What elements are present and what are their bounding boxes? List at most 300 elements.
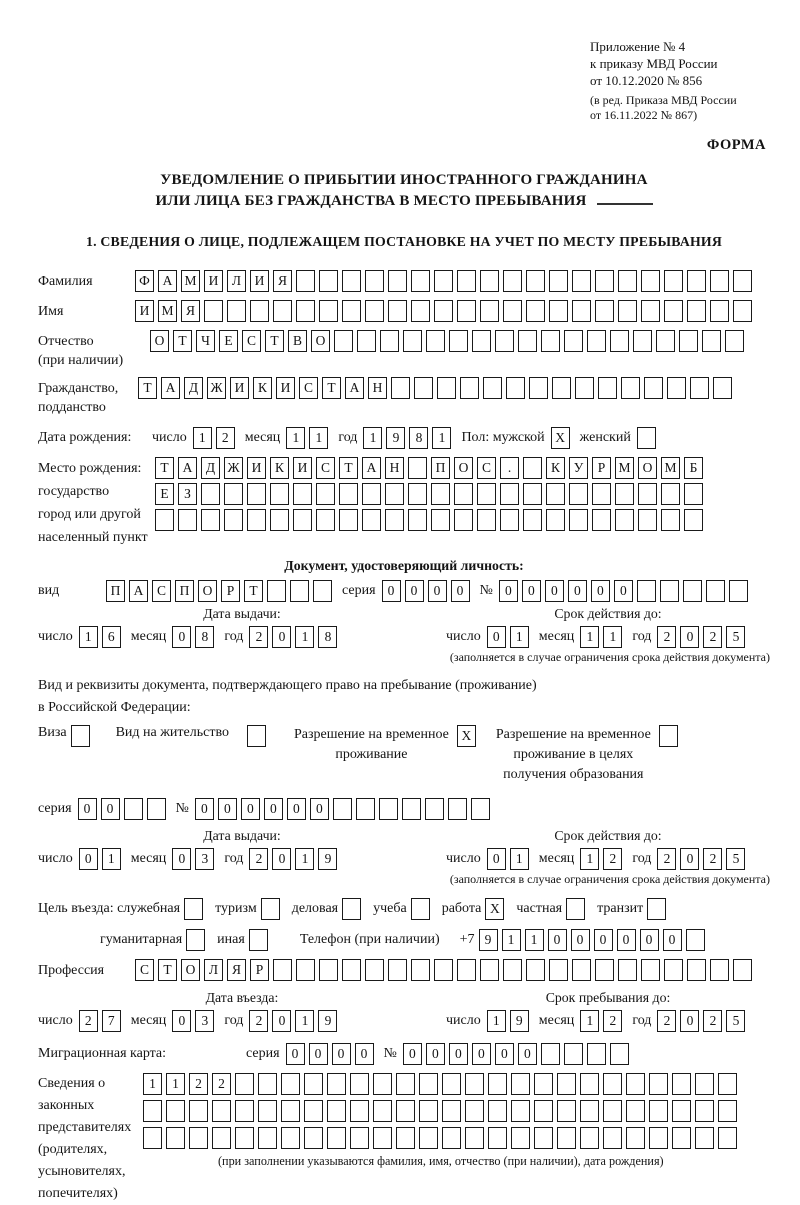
char-cell[interactable] [290, 580, 309, 602]
char-cell[interactable] [414, 377, 433, 399]
char-cell[interactable]: Т [322, 377, 341, 399]
char-cell[interactable] [212, 1127, 231, 1149]
char-cell[interactable]: 0 [680, 626, 699, 648]
permit-issue-month-boxes[interactable] [172, 848, 218, 870]
char-cell[interactable]: А [362, 457, 381, 479]
char-cell[interactable] [426, 330, 445, 352]
char-cell[interactable] [419, 1073, 438, 1095]
char-cell[interactable] [687, 270, 706, 292]
char-cell[interactable] [729, 580, 748, 602]
char-cell[interactable] [557, 1073, 576, 1095]
char-cell[interactable]: 9 [386, 427, 405, 449]
char-cell[interactable] [457, 300, 476, 322]
permit-valid-day-boxes[interactable] [487, 848, 533, 870]
char-cell[interactable] [713, 377, 732, 399]
char-cell[interactable]: 1 [510, 848, 529, 870]
char-cell[interactable]: П [431, 457, 450, 479]
char-cell[interactable] [566, 898, 585, 920]
birthplace-row1-boxes[interactable] [155, 457, 707, 479]
char-cell[interactable] [273, 959, 292, 981]
char-cell[interactable] [342, 898, 361, 920]
char-cell[interactable] [425, 798, 444, 820]
char-cell[interactable] [385, 509, 404, 531]
char-cell[interactable] [465, 1100, 484, 1122]
char-cell[interactable]: 0 [355, 1043, 374, 1065]
char-cell[interactable]: Л [204, 959, 223, 981]
char-cell[interactable]: И [250, 270, 269, 292]
char-cell[interactable] [304, 1073, 323, 1095]
char-cell[interactable] [483, 377, 502, 399]
char-cell[interactable]: Е [155, 483, 174, 505]
char-cell[interactable]: 9 [479, 929, 498, 951]
char-cell[interactable] [147, 798, 166, 820]
char-cell[interactable] [733, 959, 752, 981]
char-cell[interactable]: 1 [363, 427, 382, 449]
char-cell[interactable] [580, 1073, 599, 1095]
char-cell[interactable] [477, 483, 496, 505]
char-cell[interactable] [529, 377, 548, 399]
birth-year-boxes[interactable] [363, 427, 455, 449]
char-cell[interactable] [385, 483, 404, 505]
char-cell[interactable]: 1 [193, 427, 212, 449]
char-cell[interactable] [408, 483, 427, 505]
char-cell[interactable] [379, 798, 398, 820]
char-cell[interactable]: 0 [172, 1010, 191, 1032]
profession-boxes[interactable] [135, 959, 756, 981]
char-cell[interactable] [598, 377, 617, 399]
char-cell[interactable] [281, 1127, 300, 1149]
char-cell[interactable] [465, 1127, 484, 1149]
char-cell[interactable]: А [161, 377, 180, 399]
char-cell[interactable]: 0 [287, 798, 306, 820]
char-cell[interactable] [603, 1100, 622, 1122]
char-cell[interactable] [267, 580, 286, 602]
char-cell[interactable] [656, 330, 675, 352]
char-cell[interactable] [365, 270, 384, 292]
char-cell[interactable] [595, 959, 614, 981]
char-cell[interactable] [638, 509, 657, 531]
char-cell[interactable]: 0 [286, 1043, 305, 1065]
char-cell[interactable]: Ф [135, 270, 154, 292]
char-cell[interactable] [431, 509, 450, 531]
char-cell[interactable] [572, 300, 591, 322]
char-cell[interactable] [733, 300, 752, 322]
char-cell[interactable]: 2 [249, 1010, 268, 1032]
stay-year-boxes[interactable] [657, 1010, 749, 1032]
char-cell[interactable]: И [230, 377, 249, 399]
doc-issue-month-boxes[interactable] [172, 626, 218, 648]
char-cell[interactable] [339, 483, 358, 505]
char-cell[interactable]: 0 [272, 626, 291, 648]
char-cell[interactable] [664, 300, 683, 322]
char-cell[interactable]: 3 [195, 848, 214, 870]
char-cell[interactable]: 1 [432, 427, 451, 449]
char-cell[interactable]: 1 [487, 1010, 506, 1032]
char-cell[interactable] [434, 959, 453, 981]
char-cell[interactable] [442, 1127, 461, 1149]
char-cell[interactable] [587, 1043, 606, 1065]
char-cell[interactable] [564, 330, 583, 352]
char-cell[interactable] [411, 300, 430, 322]
char-cell[interactable]: 5 [726, 1010, 745, 1032]
char-cell[interactable]: И [247, 457, 266, 479]
char-cell[interactable]: 0 [518, 1043, 537, 1065]
char-cell[interactable] [480, 270, 499, 292]
stay-month-boxes[interactable] [580, 1010, 626, 1032]
char-cell[interactable] [270, 483, 289, 505]
char-cell[interactable] [316, 509, 335, 531]
char-cell[interactable]: Т [173, 330, 192, 352]
char-cell[interactable]: 1 [525, 929, 544, 951]
char-cell[interactable] [618, 270, 637, 292]
firstname-boxes[interactable] [135, 300, 756, 322]
char-cell[interactable] [212, 1100, 231, 1122]
char-cell[interactable]: З [178, 483, 197, 505]
char-cell[interactable]: 1 [166, 1073, 185, 1095]
char-cell[interactable]: 0 [591, 580, 610, 602]
char-cell[interactable]: 0 [568, 580, 587, 602]
char-cell[interactable]: 0 [172, 848, 191, 870]
char-cell[interactable] [350, 1100, 369, 1122]
char-cell[interactable] [472, 330, 491, 352]
char-cell[interactable]: 0 [310, 798, 329, 820]
char-cell[interactable] [313, 580, 332, 602]
char-cell[interactable] [442, 1100, 461, 1122]
char-cell[interactable] [546, 483, 565, 505]
char-cell[interactable] [684, 509, 703, 531]
char-cell[interactable] [603, 1073, 622, 1095]
char-cell[interactable] [672, 1073, 691, 1095]
char-cell[interactable] [683, 580, 702, 602]
char-cell[interactable]: Т [265, 330, 284, 352]
char-cell[interactable] [695, 1127, 714, 1149]
char-cell[interactable] [615, 483, 634, 505]
char-cell[interactable] [339, 509, 358, 531]
char-cell[interactable] [710, 300, 729, 322]
char-cell[interactable] [391, 377, 410, 399]
char-cell[interactable] [411, 898, 430, 920]
char-cell[interactable] [679, 330, 698, 352]
char-cell[interactable] [373, 1073, 392, 1095]
char-cell[interactable]: 1 [102, 848, 121, 870]
char-cell[interactable]: 0 [680, 848, 699, 870]
char-cell[interactable]: Е [219, 330, 238, 352]
char-cell[interactable]: 0 [426, 1043, 445, 1065]
char-cell[interactable]: П [106, 580, 125, 602]
char-cell[interactable]: 1 [309, 427, 328, 449]
char-cell[interactable]: С [316, 457, 335, 479]
char-cell[interactable]: 0 [451, 580, 470, 602]
char-cell[interactable] [457, 270, 476, 292]
char-cell[interactable]: 2 [79, 1010, 98, 1032]
char-cell[interactable] [687, 300, 706, 322]
permit-no-boxes[interactable] [195, 798, 494, 820]
char-cell[interactable] [296, 959, 315, 981]
char-cell[interactable] [235, 1127, 254, 1149]
char-cell[interactable]: А [129, 580, 148, 602]
char-cell[interactable] [448, 798, 467, 820]
char-cell[interactable]: Т [158, 959, 177, 981]
char-cell[interactable]: 0 [614, 580, 633, 602]
birth-day-boxes[interactable] [193, 427, 239, 449]
char-cell[interactable] [687, 959, 706, 981]
char-cell[interactable]: 0 [218, 798, 237, 820]
purpose-private-checkbox[interactable] [566, 898, 589, 920]
char-cell[interactable] [189, 1127, 208, 1149]
char-cell[interactable] [580, 1100, 599, 1122]
char-cell[interactable] [178, 509, 197, 531]
char-cell[interactable] [408, 457, 427, 479]
char-cell[interactable] [224, 483, 243, 505]
char-cell[interactable] [557, 1100, 576, 1122]
sex-male-checkbox[interactable] [551, 427, 574, 449]
char-cell[interactable]: 0 [309, 1043, 328, 1065]
char-cell[interactable]: 0 [663, 929, 682, 951]
char-cell[interactable]: 0 [449, 1043, 468, 1065]
stay-day-boxes[interactable] [487, 1010, 533, 1032]
purpose-study-checkbox[interactable] [411, 898, 434, 920]
char-cell[interactable] [637, 427, 656, 449]
char-cell[interactable] [500, 483, 519, 505]
char-cell[interactable]: 0 [272, 848, 291, 870]
char-cell[interactable] [626, 1100, 645, 1122]
char-cell[interactable] [626, 1127, 645, 1149]
char-cell[interactable] [454, 483, 473, 505]
char-cell[interactable] [442, 1073, 461, 1095]
char-cell[interactable] [143, 1100, 162, 1122]
char-cell[interactable]: 2 [212, 1073, 231, 1095]
doc-valid-day-boxes[interactable] [487, 626, 533, 648]
char-cell[interactable] [247, 725, 266, 747]
char-cell[interactable]: Д [201, 457, 220, 479]
char-cell[interactable] [610, 330, 629, 352]
legal-row3-boxes[interactable] [143, 1127, 741, 1149]
char-cell[interactable] [672, 1100, 691, 1122]
char-cell[interactable] [408, 509, 427, 531]
entry-year-boxes[interactable] [249, 1010, 341, 1032]
permit-valid-year-boxes[interactable] [657, 848, 749, 870]
char-cell[interactable]: 0 [79, 848, 98, 870]
char-cell[interactable]: И [276, 377, 295, 399]
mig-seriya-boxes[interactable] [286, 1043, 378, 1065]
char-cell[interactable] [718, 1100, 737, 1122]
char-cell[interactable] [434, 270, 453, 292]
char-cell[interactable] [546, 509, 565, 531]
char-cell[interactable] [503, 300, 522, 322]
char-cell[interactable] [296, 300, 315, 322]
entry-month-boxes[interactable] [172, 1010, 218, 1032]
char-cell[interactable] [388, 300, 407, 322]
char-cell[interactable]: 7 [102, 1010, 121, 1032]
char-cell[interactable] [549, 959, 568, 981]
char-cell[interactable] [534, 1127, 553, 1149]
char-cell[interactable]: К [270, 457, 289, 479]
char-cell[interactable]: 0 [172, 626, 191, 648]
char-cell[interactable] [649, 1100, 668, 1122]
char-cell[interactable]: 1 [143, 1073, 162, 1095]
char-cell[interactable] [477, 509, 496, 531]
char-cell[interactable]: Д [184, 377, 203, 399]
char-cell[interactable]: Р [221, 580, 240, 602]
char-cell[interactable]: 3 [195, 1010, 214, 1032]
char-cell[interactable] [465, 1073, 484, 1095]
char-cell[interactable]: X [551, 427, 570, 449]
char-cell[interactable] [718, 1073, 737, 1095]
purpose-transit-checkbox[interactable] [647, 898, 670, 920]
char-cell[interactable]: 0 [495, 1043, 514, 1065]
permit-valid-month-boxes[interactable] [580, 848, 626, 870]
char-cell[interactable]: К [546, 457, 565, 479]
char-cell[interactable] [396, 1073, 415, 1095]
char-cell[interactable] [281, 1073, 300, 1095]
char-cell[interactable] [327, 1127, 346, 1149]
char-cell[interactable]: 1 [580, 626, 599, 648]
purpose-human-checkbox[interactable] [186, 929, 209, 951]
char-cell[interactable] [327, 1073, 346, 1095]
char-cell[interactable] [706, 580, 725, 602]
char-cell[interactable] [434, 300, 453, 322]
char-cell[interactable]: 0 [487, 626, 506, 648]
char-cell[interactable] [316, 483, 335, 505]
char-cell[interactable] [661, 483, 680, 505]
char-cell[interactable]: 0 [548, 929, 567, 951]
doc-seriya-boxes[interactable] [382, 580, 474, 602]
char-cell[interactable]: П [175, 580, 194, 602]
char-cell[interactable]: 2 [249, 626, 268, 648]
char-cell[interactable] [350, 1073, 369, 1095]
char-cell[interactable]: 0 [332, 1043, 351, 1065]
char-cell[interactable]: 9 [318, 848, 337, 870]
char-cell[interactable] [710, 959, 729, 981]
char-cell[interactable] [710, 270, 729, 292]
char-cell[interactable] [258, 1100, 277, 1122]
doc-type-boxes[interactable] [106, 580, 336, 602]
char-cell[interactable] [672, 1127, 691, 1149]
char-cell[interactable]: 0 [403, 1043, 422, 1065]
char-cell[interactable]: 0 [571, 929, 590, 951]
char-cell[interactable]: О [150, 330, 169, 352]
char-cell[interactable] [526, 959, 545, 981]
char-cell[interactable] [261, 898, 280, 920]
char-cell[interactable]: 1 [502, 929, 521, 951]
char-cell[interactable]: 1 [79, 626, 98, 648]
char-cell[interactable] [362, 483, 381, 505]
char-cell[interactable] [342, 300, 361, 322]
patronymic-boxes[interactable] [150, 330, 748, 352]
char-cell[interactable] [664, 270, 683, 292]
char-cell[interactable] [626, 1073, 645, 1095]
char-cell[interactable]: 0 [78, 798, 97, 820]
char-cell[interactable] [419, 1127, 438, 1149]
char-cell[interactable] [449, 330, 468, 352]
char-cell[interactable]: 0 [522, 580, 541, 602]
char-cell[interactable] [204, 300, 223, 322]
char-cell[interactable] [664, 959, 683, 981]
char-cell[interactable]: В [288, 330, 307, 352]
legal-row2-boxes[interactable] [143, 1100, 741, 1122]
char-cell[interactable] [488, 1100, 507, 1122]
char-cell[interactable] [618, 959, 637, 981]
char-cell[interactable]: 0 [101, 798, 120, 820]
char-cell[interactable] [411, 959, 430, 981]
char-cell[interactable] [166, 1100, 185, 1122]
char-cell[interactable] [250, 300, 269, 322]
char-cell[interactable] [403, 330, 422, 352]
char-cell[interactable] [587, 330, 606, 352]
char-cell[interactable] [293, 509, 312, 531]
char-cell[interactable] [733, 270, 752, 292]
char-cell[interactable]: 8 [318, 626, 337, 648]
char-cell[interactable] [396, 1100, 415, 1122]
char-cell[interactable]: 0 [195, 798, 214, 820]
char-cell[interactable]: Ж [224, 457, 243, 479]
char-cell[interactable] [572, 959, 591, 981]
char-cell[interactable]: И [204, 270, 223, 292]
permit-seriya-boxes[interactable] [78, 798, 170, 820]
char-cell[interactable]: И [293, 457, 312, 479]
char-cell[interactable] [186, 929, 205, 951]
char-cell[interactable] [396, 1127, 415, 1149]
char-cell[interactable] [296, 270, 315, 292]
char-cell[interactable] [411, 270, 430, 292]
char-cell[interactable]: К [253, 377, 272, 399]
char-cell[interactable]: 0 [499, 580, 518, 602]
char-cell[interactable] [365, 959, 384, 981]
char-cell[interactable]: 1 [510, 626, 529, 648]
char-cell[interactable]: С [242, 330, 261, 352]
char-cell[interactable] [541, 330, 560, 352]
char-cell[interactable] [541, 1043, 560, 1065]
doc-issue-day-boxes[interactable] [79, 626, 125, 648]
char-cell[interactable]: С [477, 457, 496, 479]
char-cell[interactable]: О [638, 457, 657, 479]
char-cell[interactable] [319, 270, 338, 292]
birth-month-boxes[interactable] [286, 427, 332, 449]
char-cell[interactable]: О [181, 959, 200, 981]
char-cell[interactable] [189, 1100, 208, 1122]
char-cell[interactable]: М [158, 300, 177, 322]
char-cell[interactable] [610, 1043, 629, 1065]
char-cell[interactable]: 2 [249, 848, 268, 870]
char-cell[interactable] [71, 725, 90, 747]
char-cell[interactable] [641, 300, 660, 322]
char-cell[interactable]: . [500, 457, 519, 479]
char-cell[interactable]: 0 [617, 929, 636, 951]
char-cell[interactable] [480, 300, 499, 322]
char-cell[interactable] [649, 1127, 668, 1149]
char-cell[interactable] [247, 509, 266, 531]
char-cell[interactable]: 0 [428, 580, 447, 602]
char-cell[interactable] [431, 483, 450, 505]
char-cell[interactable] [460, 377, 479, 399]
char-cell[interactable] [523, 509, 542, 531]
char-cell[interactable]: М [661, 457, 680, 479]
char-cell[interactable] [373, 1100, 392, 1122]
char-cell[interactable] [523, 457, 542, 479]
char-cell[interactable]: 8 [195, 626, 214, 648]
char-cell[interactable]: X [457, 725, 476, 747]
char-cell[interactable] [661, 509, 680, 531]
char-cell[interactable] [686, 929, 705, 951]
char-cell[interactable] [660, 580, 679, 602]
char-cell[interactable]: М [615, 457, 634, 479]
char-cell[interactable] [488, 1073, 507, 1095]
char-cell[interactable]: 5 [726, 848, 745, 870]
char-cell[interactable] [649, 1073, 668, 1095]
char-cell[interactable]: Л [227, 270, 246, 292]
char-cell[interactable] [647, 898, 666, 920]
char-cell[interactable] [373, 1127, 392, 1149]
